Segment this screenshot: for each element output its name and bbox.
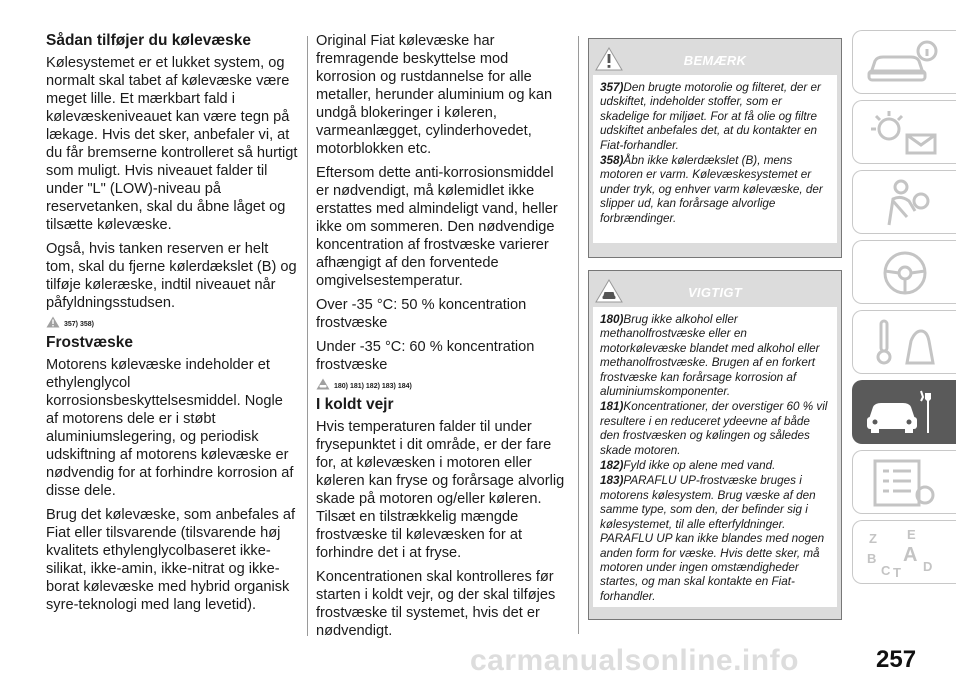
important-reference (316, 378, 568, 390)
item-text: Koncentrationer, der overstiger 60 % vil resultere i en reduceret ydeevne af både den frostvæsken og kølingen og således skade motoren. (600, 400, 828, 457)
steering-wheel-icon (863, 247, 943, 299)
paragraph: Kølesystemet er et lukket system, og normalt skal tabet af kølevæske være meget lille. Et mærkbart fald i kølevæskeniveauet kan være tegn på lækage. Hvis det sker, anbefaler vi, at du får bremserne kontrolleret så hurtigt som muligt. Hvis niveauet falder til under "L" (LOW)-niveau på reservetanken, skal du åbne låget og tilsætte kølevæske. (46, 55, 298, 233)
item-number: 180) (600, 313, 624, 326)
svg-text:B: B (867, 551, 877, 566)
item-number: 358) (600, 154, 624, 168)
note-item (600, 81, 832, 153)
paragraph: Hvis temperaturen falder til under frysepunktet i dit område, er der fare for, at kølevæsken i motoren eller køleren kan fryse og forårsage alvorlig skade på motoren og/eller køleren. Tilsæt en tilstrækkelig mængde frostvæske til kølevæsken for at forhindre det i at fryse. (316, 419, 565, 561)
svg-text:Z: Z (869, 531, 877, 546)
tab-safety[interactable] (852, 170, 956, 234)
car-info-icon (863, 37, 943, 89)
reference-numbers: 180) 181) 182) 183) 184) (334, 383, 412, 390)
paragraph: Under -35 °C: 60 % koncentration frostvæske (316, 339, 535, 373)
item-text: Den brugte motorolie og filteret, der er udskiftet, indeholder stoffer, som er skadelige for miljøet. For at få olie og filtre udskiftet anbefales det, at du kontakter en Fiat-forhandler. (600, 81, 821, 152)
note-title: BEMÆRK (683, 53, 747, 68)
important-box (588, 270, 842, 620)
tab-dashboard-lights[interactable] (852, 100, 956, 164)
important-title: VIGTIGT (687, 285, 743, 300)
warning-item (600, 459, 832, 473)
note-item (600, 154, 832, 226)
item-number: 183) (600, 474, 624, 488)
paragraph: Original Fiat kølevæske har fremragende beskyttelse mod korrosion og rustdannelse for alle metaller, herunder aluminium og kan undgå blokeringer i køleren, varmeanlægget, cylinderhovedet, motorblokken etc. (316, 33, 553, 157)
safety-airbag-icon (863, 177, 943, 229)
chapter-sidebar (852, 30, 960, 590)
item-number: 357) (600, 81, 624, 94)
section-heading: I koldt vejr (316, 396, 394, 413)
tab-index[interactable] (852, 520, 956, 584)
item-text: Brug ikke alkohol eller methanolfrostvæske eller en motorkølevæske blandet med alkohol eller methanolfrostvæske. Brugen af en forkert frostvæske kan forårsage korrosion af aluminiumskomponenter. (600, 313, 820, 399)
item-number: 181) (600, 400, 624, 414)
note-content (593, 75, 837, 243)
section-heading: Frostvæske (46, 334, 134, 351)
svg-text:C: C (881, 563, 891, 578)
dashboard-lights-icon (863, 107, 943, 159)
checklist-icon (863, 457, 943, 509)
paragraph: Motorens kølevæske indeholder et ethylenglycol korrosionsbeskyttelsesmiddel. Nogle af motorens dele er i støbt aluminiumslegering, og periodisk udskiftning af motorens kølevæske er nødvendig for at forhindre korrosion af disse dele. (46, 357, 294, 499)
svg-text:E: E (907, 527, 916, 542)
tab-maintenance[interactable] (852, 380, 956, 444)
svg-text:D: D (923, 559, 933, 574)
warning-item (600, 474, 832, 604)
tab-emergency[interactable] (852, 310, 956, 374)
tab-car-info[interactable] (852, 30, 956, 94)
column-divider (578, 36, 579, 634)
tab-technical-data[interactable] (852, 450, 956, 514)
note-header (589, 39, 841, 75)
svg-text:T: T (893, 565, 901, 579)
left-column (46, 26, 298, 620)
page-number: 257 (876, 646, 917, 673)
column-divider (307, 36, 308, 636)
warning-reference (46, 316, 298, 328)
paragraph: Koncentrationen skal kontrolleres før starten i koldt vejr, og der skal tilføjes frostvæske til systemet, hvis det er nødvendigt. (316, 569, 556, 639)
reference-numbers: 357) 358) (64, 321, 94, 328)
paragraph: Også, hvis tanken reserven er helt tom, skal du fjerne kølerdækslet (B) og tilføje køleræske, indtil niveauet når påfyldningsstudsen. (46, 241, 297, 311)
item-text: Åbn ikke kølerdækslet (B), mens motoren er varm. Kølevæskesystemet er under tryk, og enhver varm kølevæske, der slipper ud, kan forårsage alvorlige forbrændinger. (600, 154, 823, 225)
paragraph: Over -35 °C: 50 % koncentration frostvæske (316, 297, 527, 331)
car-hazard-icon (316, 378, 330, 390)
warning-lights-icon (863, 317, 943, 369)
alphabetical-index-icon (863, 527, 943, 579)
paragraph: Brug det kølevæske, som anbefales af Fiat eller tilsvarende (tilsvarende høj kvalitets ethylenglycolbaseret ikke-silikat, ikke-amin, ikke-nitrat og ikke-borat kølevæske med hybrid organisk syre-teknologi med lang levetid). (46, 507, 296, 613)
item-text: Fyld ikke op alene med vand. (623, 459, 776, 473)
paragraph: Eftersom dette anti-korrosionsmiddel er nødvendigt, må kølemidlet ikke erstattes med almindeligt vand, heller ikke om sommeren. Den nødvendige koncentration af frostvæske varierer afhængigt af den forventede omgivelsestemperatur. (316, 165, 558, 289)
important-header (589, 271, 841, 307)
tab-starting-driving[interactable] (852, 240, 956, 304)
warning-triangle-icon (46, 316, 60, 328)
watermark: carmanualsonline.info (470, 644, 799, 677)
middle-column (316, 32, 568, 646)
car-service-icon (863, 387, 943, 439)
note-box (588, 38, 842, 258)
important-content (593, 307, 837, 607)
section-heading: Sådan tilføjer du kølevæske (46, 32, 252, 49)
svg-text:A: A (903, 544, 918, 566)
item-text: PARAFLU UP-frostvæske bruges i motorens kølesystem. Brug væske af den samme type, som den, der befinder sig i kølesystemet, til alle efterfyldninger. PARAFLU UP kan ikke blandes med nogen anden form for væske. Hvis dette sker, må motoren under ingen omstændigheder startes, og man skal kontakte en Fiat-forhandler. (600, 474, 825, 603)
item-number: 182) (600, 459, 624, 473)
warning-item (600, 313, 832, 399)
warning-item (600, 400, 832, 458)
